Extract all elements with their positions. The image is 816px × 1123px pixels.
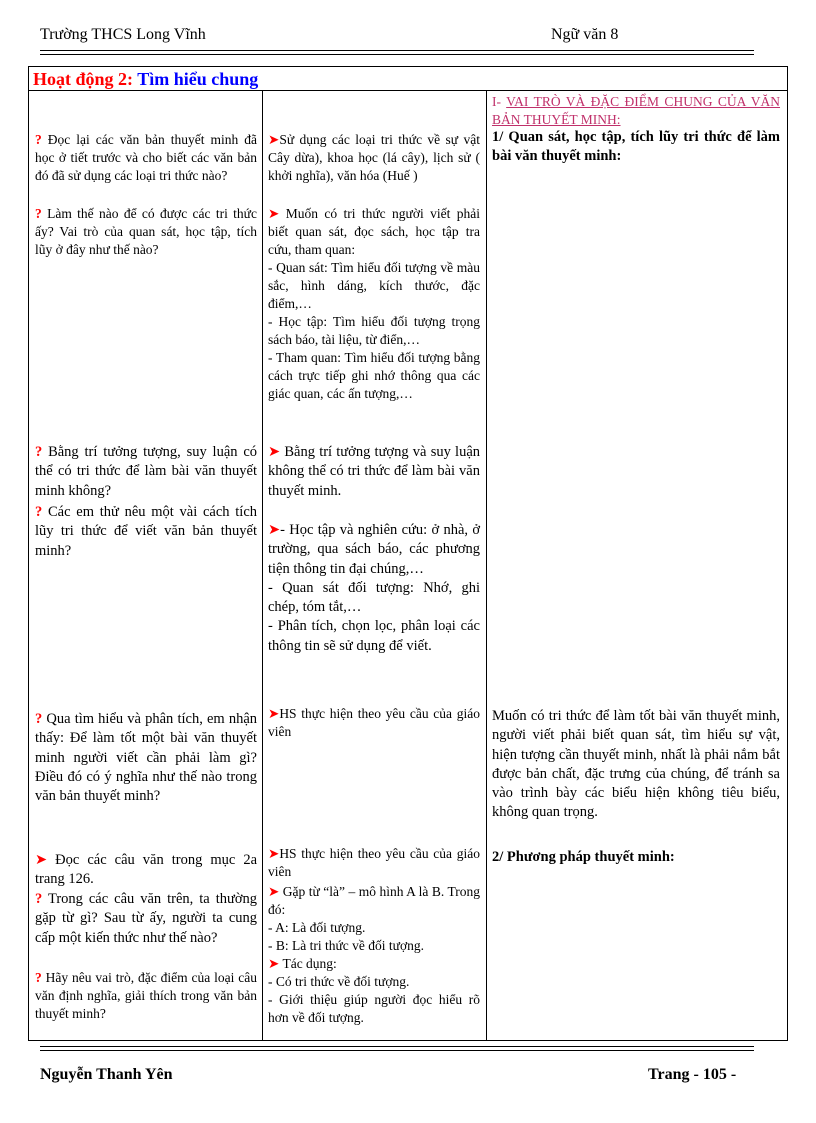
arrow-bullet-icon: ➤: [268, 132, 280, 147]
question-icon: ?: [35, 891, 43, 907]
question-2: ? Làm thế nào để có được các tri thức ấy? Vai trò của quan sát, học tập, tích lũy ở đây như thế nào?: [35, 206, 257, 257]
question-3: ? Bằng trí tưởng tượng, suy luận có thể có tri thức để làm bài văn thuyết minh không?: [35, 444, 258, 499]
answer-7-line-2: - B: Là tri thức về đối tượng.: [268, 938, 424, 953]
subheading-2: 2/ Phương pháp thuyết minh:: [492, 849, 675, 865]
answer-2: ➤ Muốn có tri thức người viết phải biết quan sát, đọc sách, học tập tra cứu, tham quan: - Quan sát: Tìm hiểu đối tượng về màu sắc, hình dáng, kích thước, đặc điểm,… - Học tập: Tìm hiểu đối tượng trọng sách báo, tài liệu, từ điển,… - Tham quan: Tìm hiểu đối tượng bằng cách trực tiếp ghi nhớ thông qua các giác quan, các ấn tượng,…: [268, 206, 481, 401]
answer-3: ➤ Bằng trí tưởng tượng và suy luận không thể có tri thức để làm bài văn thuyết minh.: [268, 444, 481, 499]
question-icon: ?: [35, 970, 42, 985]
question-8: ? Hãy nêu vai trò, đặc điểm của loại câu văn định nghĩa, giải thích trong văn bản thuyết minh?: [35, 970, 257, 1021]
answer-4-line-2: - Phân tích, chọn lọc, phân loại các thông tin sẽ sử dụng để viết.: [268, 618, 480, 654]
activity-label: Hoạt động 2:: [33, 69, 134, 89]
answer-7: ➤ Gặp từ “là” – mô hình A là B. Trong đó: - A: Là đối tượng. - B: Là tri thức về đối tượng. ➤ Tác dụng: - Có tri thức về đối tượng. - Giới thiệu giúp người đọc hiểu rõ hơn về đối tượng.: [268, 884, 480, 1025]
arrow-bullet-icon: ➤: [268, 444, 281, 460]
question-4: ? Các em thử nêu một vài cách tích lũy tri thức để viết văn bản thuyết minh?: [35, 504, 257, 559]
column-divider-1: [262, 91, 263, 1040]
arrow-bullet-icon: ➤: [268, 522, 281, 538]
content-paragraph: Muốn có tri thức để làm tốt bài văn thuyết minh, người viết phải biết quan sát, tìm hiểu sự vật, hiện tượng cần thuyết minh, nhất là phải nắm bắt được bản chất, đặc trưng của chúng, để tránh sa vào trình bày các biểu hiện không tiêu biểu, không quan trọng.: [492, 708, 780, 821]
header-rule-top: [40, 50, 754, 51]
arrow-bullet-icon: ➤: [35, 852, 48, 868]
column-divider-2: [486, 91, 487, 1040]
question-icon: ?: [35, 711, 43, 727]
answer-5: ➤HS thực hiện theo yêu cầu của giáo viên: [268, 706, 480, 739]
section-heading: I- VAI TRÒ VÀ ĐẶC ĐIỂM CHUNG CỦA VĂN BẢN THUYẾT MINH:: [492, 94, 781, 127]
instruction-6: ➤ Đọc các câu văn trong mục 2a trang 126.: [35, 852, 258, 888]
activity-title: Tìm hiểu chung: [137, 69, 259, 89]
answer-4-line-1: - Quan sát đối tượng: Nhớ, ghi chép, tóm tắt,…: [268, 579, 480, 616]
answer-2-line-2: - Học tập: Tìm hiểu đối tượng trọng sách báo, tài liệu, từ điển,…: [268, 314, 480, 347]
arrow-bullet-icon: ➤: [268, 884, 280, 899]
subject-name: Ngữ văn 8: [551, 26, 619, 43]
school-name: Trường THCS Long Vĩnh: [40, 26, 206, 43]
answer-1: ➤Sử dụng các loại tri thức về sự vật Cây dừa), khoa học (lá cây), lịch sử ( khởi nghĩa), văn hóa (Huế ): [268, 132, 480, 183]
footer-rule-top: [40, 1046, 754, 1047]
header-rule-bottom: [40, 54, 754, 55]
answer-7-line-1: - A: Là đối tượng.: [268, 920, 366, 935]
arrow-bullet-icon: ➤: [268, 706, 280, 721]
question-5: ? Qua tìm hiểu và phân tích, em nhận thấy: Để làm tốt một bài văn thuyết minh người viết cần phải làm gì? Điều đó có ý nghĩa như thế nào trong văn bản thuyết minh?: [35, 711, 258, 805]
answer-8-line-1: - Có tri thức về đối tượng.: [268, 974, 410, 989]
arrow-bullet-icon: ➤: [268, 846, 280, 861]
arrow-bullet-icon: ➤: [268, 206, 280, 221]
answer-4: ➤- Học tập và nghiên cứu: ở nhà, ở trường, qua sách báo, các phương tiện thông tin đại chúng,… - Quan sát đối tượng: Nhớ, ghi chép, tóm tắt,… - Phân tích, chọn lọc, phân loại các thông tin sẽ sử dụng để viết.: [268, 521, 480, 656]
question-icon: ?: [35, 132, 42, 147]
page-number: Trang - 105 -: [648, 1066, 737, 1083]
question-icon: ?: [35, 206, 42, 221]
subheading-1: 1/ Quan sát, học tập, tích lũy tri thức để làm bài văn thuyết minh:: [492, 129, 780, 165]
question-icon: ?: [35, 444, 43, 460]
author-name: Nguyễn Thanh Yên: [40, 1066, 173, 1083]
answer-8-line-2: - Giới thiệu giúp người đọc hiểu rõ hơn về đối tượng.: [268, 992, 480, 1025]
question-7: ? Trong các câu văn trên, ta thường gặp từ gì? Sau từ ấy, người ta cung cấp một kiến thức như thế nào?: [35, 891, 257, 946]
question-1: ? Đọc lại các văn bản thuyết minh đã học ở tiết trước và cho biết các văn bản đó đã sử dụng các loại tri thức nào?: [35, 132, 258, 183]
lesson-table: [28, 66, 788, 1041]
answer-6: ➤HS thực hiện theo yêu cầu của giáo viên: [268, 846, 480, 879]
answer-2-line-3: - Tham quan: Tìm hiểu đối tượng bằng cách trực tiếp ghi nhớ thông qua các giác quan, các ấn tượng,…: [268, 350, 480, 401]
arrow-bullet-icon: ➤: [268, 956, 280, 971]
activity-title-row: [29, 67, 787, 91]
question-icon: ?: [35, 504, 43, 520]
answer-2-line-1: - Quan sát: Tìm hiểu đối tượng về màu sắc, hình dáng, kích thước, đặc điểm,…: [268, 260, 480, 311]
footer-rule-bottom: [40, 1050, 754, 1051]
